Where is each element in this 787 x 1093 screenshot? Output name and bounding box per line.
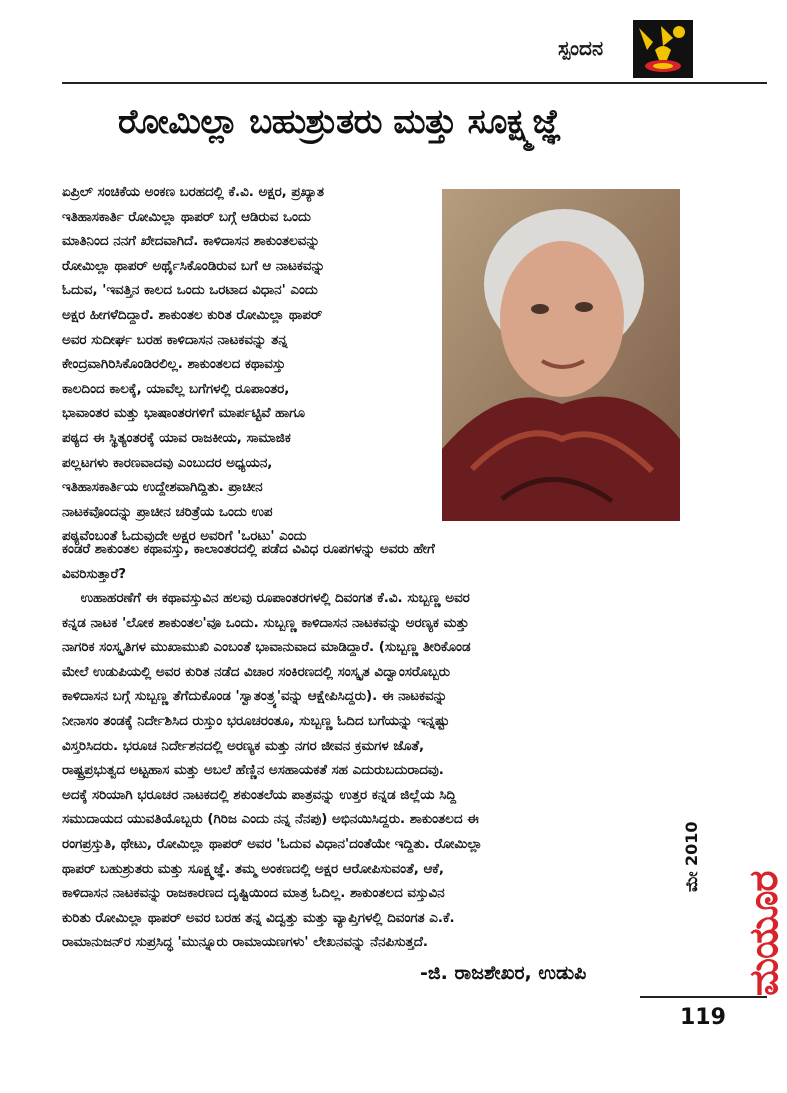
text-line: ಕಾಳಿದಾಸನ ನಾಟಕವನ್ನು ರಾಜಕಾರಣದ ದೃಷ್ಟಿಯಿಂದ ಮಾತ್ರ ಓದಿಲ್ಲ. ಶಾಕುಂತಲದ ವಸ್ತುವಿನ xyxy=(62,886,445,902)
text-line: ವಿವರಿಸುತ್ತಾರೆ? xyxy=(62,566,127,582)
text-line: ಇತಿಹಾಸಕಾರ್ತಿ ರೋಮಿಲ್ಲಾ ಥಾಪರ್ ಬಗ್ಗೆ ಆಡಿರುವ ಒಂದು xyxy=(62,209,311,225)
text-line: ಅದಕ್ಕೆ ಸರಿಯಾಗಿ ಭರೂಚರ ನಾಟಕದಲ್ಲಿ ಶಕುಂತಲೆಯ ಪಾತ್ರವನ್ನು ಉತ್ತರ ಕನ್ನಡ ಜಿಲ್ಲೆಯ ಸಿದ್ದಿ xyxy=(62,787,457,803)
paragraph-1 xyxy=(62,181,434,550)
paragraph-2 xyxy=(62,587,632,956)
text-line: ಕನ್ನಡ ನಾಟಕ 'ಲೋಕ ಶಾಕುಂತಲ'ವೂ ಒಂದು. ಸುಬ್ಬಣ್ಣ ಕಾಳಿದಾಸನ ನಾಟಕವನ್ನು ಅರಣ್ಯಕ ಮತ್ತು xyxy=(62,615,469,631)
text-line: ಅಕ್ಷರ ಹೀಗಳೆದಿದ್ದಾರೆ. ಶಾಕುಂತಲ ಕುರಿತ ರೋಮಿಲ್ಲಾ ಥಾಪರ್ xyxy=(62,307,323,323)
text-line: ನಾಟಕವೊಂದನ್ನು ಪ್ರಾಚೀನ ಚರಿತ್ರೆಯ ಒಂದು ಉಪ xyxy=(62,504,273,520)
portrait-photo-icon xyxy=(442,189,680,521)
text-line: ಪಠ್ಯವೆಂಬಂತೆ ಓದುವುದೇ ಅಕ್ಷರ ಅವರಿಗೆ 'ಒರಟು' ಎಂದು xyxy=(62,529,307,545)
text-line: ರಾಷ್ಟ್ರಪ್ರಭುತ್ವದ ಅಟ್ಟಹಾಸ ಮತ್ತು ಅಬಲೆ ಹೆಣ್ಣಿನ ಅಸಹಾಯಕತೆ ಸಹ ಎದುರುಬದುರಾದವು. xyxy=(62,763,444,779)
text-line: ಏಪ್ರಿಲ್ ಸಂಚಿಕೆಯ ಅಂಕಣ ಬರಹದಲ್ಲಿ ಕೆ.ವಿ. ಅಕ್ಷರ, ಪ್ರಖ್ಯಾತ xyxy=(62,185,325,200)
bottom-divider xyxy=(640,996,767,998)
text-line: ಭಾವಾಂತರ ಮತ್ತು ಭಾಷಾಂತರಗಳಿಗೆ ಮಾರ್ಪಟ್ಟಿವೆ ಹಾಗೂ xyxy=(62,406,305,422)
text-line: ಕಂಡರೆ ಶಾಕುಂತಲ ಕಥಾವಸ್ತು, ಕಾಲಾಂತರದಲ್ಲಿ ಪಡೆದ ವಿವಿಧ ರೂಪಗಳನ್ನು ಅವರು ಹೇಗೆ xyxy=(62,542,435,557)
text-line: ಸಮುದಾಯದ ಯುವತಿಯೊಬ್ಬರು (ಗಿರಿಜ ಎಂದು ನನ್ನ ನೆನಪು) ಅಭಿನಯಿಸಿದ್ದರು. ಶಾಕುಂತಲದ ಈ xyxy=(62,812,479,828)
section-label: ಸ್ಪಂದನ xyxy=(558,36,604,60)
text-line: ರೋಮಿಲ್ಲಾ ಥಾಪರ್ ಅರ್ಥೈಸಿಕೊಂಡಿರುವ ಬಗೆ ಆ ನಾಟಕವನ್ನು xyxy=(62,258,325,274)
paragraph-1-continued xyxy=(62,538,632,587)
magazine-masthead-text: ಮಯೂರ xyxy=(741,871,787,996)
text-line: ಮಾತಿನಿಂದ ನನಗೆ ಖೇದವಾಗಿದೆ. ಕಾಳಿದಾಸನ ಶಾಕುಂತಲವನ್ನು xyxy=(62,234,320,250)
text-line: ನೀನಾಸಂ ತಂಡಕ್ಕೆ ನಿರ್ದೇಶಿಸಿದ ರುಸ್ತುಂ ಭರೂಚರಂತೂ, ಸುಬ್ಬಣ್ಣ ಓದಿದ ಬಗೆಯನ್ನು ಇನ್ನಷ್ಟು xyxy=(62,713,450,729)
text-line: ನಾಗರಿಕ ಸಂಸ್ಕೃತಿಗಳ ಮುಖಾಮುಖಿ ಎಂಬಂತೆ ಭಾವಾನುವಾದ ಮಾಡಿದ್ದಾರೆ. (ಸುಬ್ಬಣ್ಣ ತೀರಿಕೊಂಡ xyxy=(62,640,471,656)
text-line: ಕಾಲದಿಂದ ಕಾಲಕ್ಕೆ, ಯಾವೆಲ್ಲ ಬಗೆಗಳಲ್ಲಿ ರೂಪಾಂತರ, xyxy=(62,381,290,397)
text-line: ಉಹಾಹರಣೆಗೆ ಈ ಕಥಾವಸ್ತುವಿನ ಹಲವು ರೂಪಾಂತರಗಳಲ್ಲಿ ದಿವಂಗತ ಕೆ.ವಿ. ಸುಬ್ಬಣ್ಣ ಅವರ xyxy=(62,591,470,606)
text-line: ರಂಗಪ್ರಸ್ತುತಿ, ಥೇಟು, ರೋಮಿಲ್ಲಾ ಥಾಪರ್ ಅವರ 'ಓದುವ ವಿಧಾನ'ದಂತೆಯೇ ಇದ್ದಿತು. ರೋಮಿಲ್ಲಾ xyxy=(62,836,483,852)
page-number: 119 xyxy=(680,1005,726,1030)
text-line: ಪಠ್ಯದ ಈ ಸ್ಥಿತ್ಯಂತರಕ್ಕೆ ಯಾವ ರಾಜಕೀಯ, ಸಾಮಾಜಿಕ xyxy=(62,430,291,446)
top-divider xyxy=(62,82,767,84)
author-signature: -ಜಿ. ರಾಜಶೇಖರ, ಉಡುಪಿ xyxy=(420,962,587,984)
magazine-section-logo-icon xyxy=(633,20,693,78)
text-line: ಅವರ ಸುದೀರ್ಘ ಬರಹ ಕಾಳಿದಾಸನ ನಾಟಕವನ್ನು ತನ್ನ xyxy=(62,332,288,348)
text-line: ಕುರಿತು ರೋಮಿಲ್ಲಾ ಥಾಪರ್ ಅವರ ಬರಹ ತನ್ನ ವಿದ್ವತ್ತು ಮತ್ತು ವ್ಯಾಪ್ತಿಗಳಲ್ಲಿ ದಿವಂಗತ ಎ.ಕೆ. xyxy=(62,910,455,926)
text-line: ಕಾಳಿದಾಸನ ಬಗ್ಗೆ ಸುಬ್ಬಣ್ಣ ತೆಗೆದುಕೊಂಡ 'ಸ್ವಾತಂತ್ರ್ಯ'ವನ್ನು ಆಕ್ಷೇಪಿಸಿದ್ದರು). ಈ ನಾಟಕವನ್ನು xyxy=(62,689,448,705)
text-line: ಪಲ್ಲಟಗಳು ಕಾರಣವಾದವು ಎಂಬುದರ ಅಧ್ಯಯನ, xyxy=(62,455,273,471)
text-line: ವಿಸ್ತರಿಸಿದರು. ಭರೂಚ ನಿರ್ದೇಶನದಲ್ಲಿ ಅರಣ್ಯಕ ಮತ್ತು ನಗರ ಜೀವನ ಕ್ರಮಗಳ ಜೊತೆ, xyxy=(62,738,425,754)
page-title: ರೋಮಿಲ್ಲಾ ಬಹುಶ್ರುತರು ಮತ್ತು ಸೂಕ್ಷ್ಮಜ್ಞೆ xyxy=(118,102,561,142)
text-line: ಥಾಪರ್ ಬಹುಶ್ರುತರು ಮತ್ತು ಸೂಕ್ಷ್ಮಜ್ಞೆ. ತಮ್ಮ ಅಂಕಣದಲ್ಲಿ ಅಕ್ಷರ ಆರೋಪಿಸುವಂತೆ, ಆಕೆ, xyxy=(62,861,444,877)
text-line: ಇತಿಹಾಸಕಾರ್ತಿಯ ಉದ್ದೇಶವಾಗಿದ್ದಿತು. ಪ್ರಾಚೀನ xyxy=(62,480,263,496)
text-line: ಕೇಂದ್ರವಾಗಿರಿಸಿಕೊಂಡಿರಲಿಲ್ಲ. ಶಾಕುಂತಲದ ಕಥಾವಸ್ತು xyxy=(62,357,286,373)
text-line: ರಾಮಾನುಜನ್‌ರ ಸುಪ್ರಸಿದ್ಧ 'ಮುನ್ನೂರು ರಾಮಾಯಣಗಳು' ಲೇಖನವನ್ನು ನೆನಪಿಸುತ್ತದೆ. xyxy=(62,935,429,951)
text-line: ಓದುವ, 'ಇವತ್ತಿನ ಕಾಲದ ಒಂದು ಒರಟಾದ ವಿಧಾನ' ಎಂದು xyxy=(62,283,318,299)
text-line: ಮೇಲೆ ಉಡುಪಿಯಲ್ಲಿ ಅವರ ಕುರಿತ ನಡೆದ ವಿಚಾರ ಸಂಕಿರಣದಲ್ಲಿ ಸಂಸ್ಕೃತ ವಿದ್ವಾಂಸರೊಬ್ಬರು xyxy=(62,664,450,680)
issue-date: ಮೇ 2010 xyxy=(682,821,701,892)
